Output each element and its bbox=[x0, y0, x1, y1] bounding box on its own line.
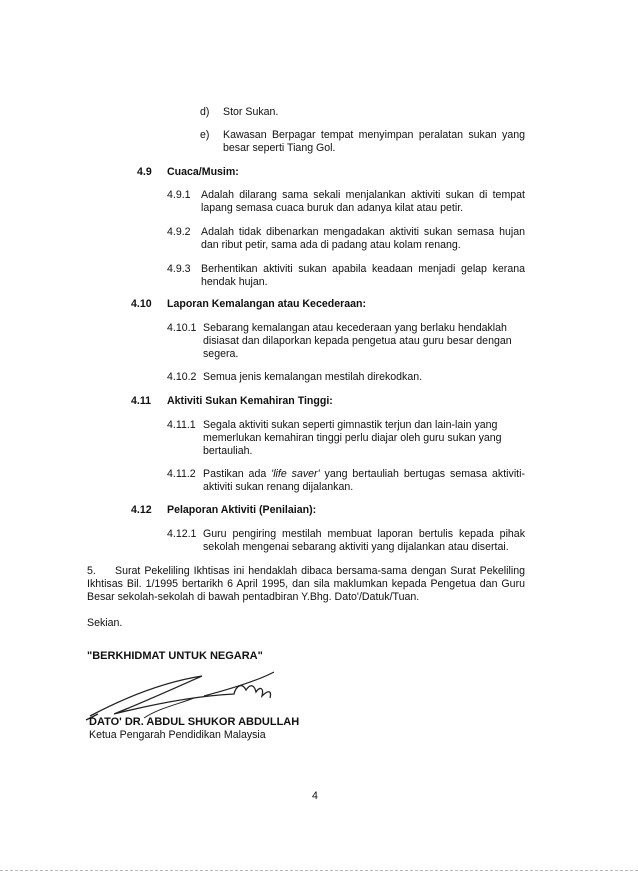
item-4-9-3-line1: Berhentikan aktiviti sukan apabila keadaan menjadi gelap kerana bbox=[201, 263, 525, 275]
item-4-11-1-line2: memerlukan kemahiran tinggi perlu diajar oleh guru sukan yang bbox=[203, 432, 502, 444]
item-4-10-1-line2: disiasat dan dilaporkan kepada pengetua atau guru besar dengan bbox=[203, 335, 512, 347]
item-4-12-1-line2: sekolah mengenai sebarang aktiviti yang dijalankan atau disertai. bbox=[203, 541, 509, 553]
para-5-line1: Surat Pekeliling Ikhtisas ini hendaklah dibaca bersama-sama dengan Surat Pekeliling bbox=[115, 565, 525, 577]
item-4-10-2-line1: Semua jenis kemalangan mestilah direkodkan. bbox=[203, 371, 423, 383]
page-number: 4 bbox=[312, 790, 318, 802]
list-label-d: d) bbox=[200, 106, 210, 118]
para-5-number: 5. bbox=[87, 565, 96, 577]
section-4-12-number: 4.12 bbox=[131, 504, 152, 516]
item-4-11-2-line2: aktiviti sukan renang dijalankan. bbox=[203, 481, 354, 493]
item-4-11-1-line1: Segala aktiviti sukan seperti gimnastik terjun dan lain-lain yang bbox=[203, 419, 498, 431]
section-4-10-number: 4.10 bbox=[131, 298, 152, 310]
section-4-12-title: Pelaporan Aktiviti (Penilaian): bbox=[167, 504, 317, 516]
item-4-11-2-line1: Pastikan ada 'life saver' yang bertauliah bertugas semasa aktiviti- bbox=[203, 468, 526, 480]
section-4-9-number: 4.9 bbox=[137, 166, 152, 178]
list-item-d: Stor Sukan. bbox=[223, 106, 279, 118]
para-5-line3: Besar sekolah-sekolah di bawah pentadbiran Y.Bhg. Dato'/Datuk/Tuan. bbox=[87, 591, 420, 603]
signatory-title: Ketua Pengarah Pendidikan Malaysia bbox=[89, 729, 266, 741]
item-4-10-2-number: 4.10.2 bbox=[167, 371, 197, 383]
item-4-10-1-line3: segera. bbox=[203, 348, 239, 360]
item-4-9-1-line2: lapang semasa cuaca buruk dan adanya kilat atau petir. bbox=[201, 202, 464, 214]
item-4-11-2-number: 4.11.2 bbox=[167, 468, 196, 480]
closing-text: Sekian. bbox=[87, 617, 123, 629]
item-4-9-1-number: 4.9.1 bbox=[167, 189, 191, 201]
item-4-12-1-line1: Guru pengiring mestilah membuat laporan bertulis kepada pihak bbox=[203, 528, 525, 540]
para-5-line2: Ikhtisas Bil. 1/1995 bertarikh 6 April 1995, dan sila maklumkan kepada Pengetua dan Guru bbox=[87, 578, 525, 590]
section-4-9-title: Cuaca/Musim: bbox=[167, 166, 239, 178]
motto: "BERKHIDMAT UNTUK NEGARA" bbox=[87, 650, 263, 662]
item-4-9-3-line2: hendak hujan. bbox=[201, 276, 268, 288]
list-item-e-line2: besar seperti Tiang Gol. bbox=[223, 142, 336, 154]
signatory-name: DATO' DR. ABDUL SHUKOR ABDULLAH bbox=[89, 716, 300, 728]
section-4-10-title: Laporan Kemalangan atau Kecederaan: bbox=[167, 298, 366, 310]
item-4-9-2-line2: dan ribut petir, sama ada di padang atau kolam renang. bbox=[201, 239, 461, 251]
scan-edge-line bbox=[0, 870, 638, 871]
item-4-11-1-line3: bertauliah. bbox=[203, 445, 253, 457]
item-4-11-1-number: 4.11.1 bbox=[167, 419, 196, 431]
item-4-9-3-number: 4.9.3 bbox=[167, 263, 191, 275]
item-4-9-1-line1: Adalah dilarang sama sekali menjalankan aktiviti sukan di tempat bbox=[201, 189, 525, 201]
item-4-9-2-line1: Adalah tidak dibenarkan mengadakan aktiviti sukan semasa hujan bbox=[201, 226, 525, 238]
section-4-11-number: 4.11 bbox=[131, 395, 152, 407]
list-item-e-line1: Kawasan Berpagar tempat menyimpan peralatan sukan yang bbox=[223, 129, 525, 141]
item-4-9-2-number: 4.9.2 bbox=[167, 226, 191, 238]
list-label-e: e) bbox=[200, 129, 210, 141]
item-4-10-1-number: 4.10.1 bbox=[167, 322, 197, 334]
section-4-11-title: Aktiviti Sukan Kemahiran Tinggi: bbox=[167, 395, 333, 407]
item-4-10-1-line1: Sebarang kemalangan atau kecederaan yang berlaku hendaklah bbox=[203, 322, 507, 334]
item-4-12-1-number: 4.12.1 bbox=[167, 528, 197, 540]
